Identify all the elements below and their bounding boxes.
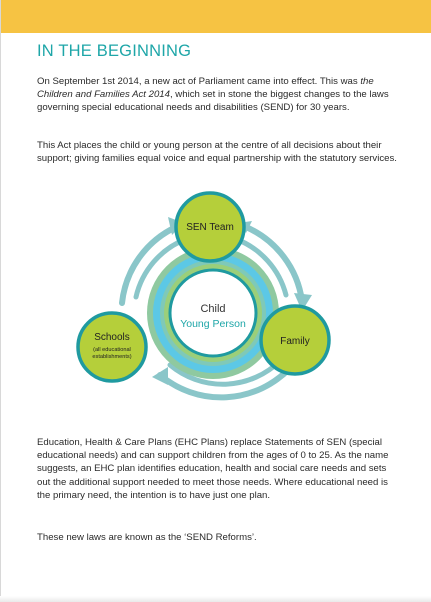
act-paragraph: This Act places the child or young person at the centre of all decisions about their support; giving families equal voice and equal partnership with the statutory services.	[37, 140, 397, 165]
node-sen-team-label: SEN Team	[186, 222, 234, 233]
top-color-band	[0, 0, 431, 33]
intro-text-end: , which set in stone the biggest changes to the laws governing special educational needs and disabilities (SEND) for 30 years.	[37, 89, 389, 114]
node-schools-sub2: establishments)	[92, 354, 132, 360]
act-name: the Children and Families Act 2014	[37, 76, 374, 101]
page-edge	[0, 0, 1, 602]
node-family-label: Family	[280, 336, 310, 347]
intro-paragraph	[37, 75, 399, 115]
center-label-child: Child	[200, 303, 226, 315]
intro-text-start: On September 1st 2014, a new act of Parliament came into effect. This was	[37, 76, 358, 87]
section-heading: IN THE BEGINNING	[37, 42, 192, 60]
cycle-diagram	[70, 185, 360, 425]
send-reforms-paragraph: These new laws are known as the ‘SEND Reforms’.	[37, 532, 257, 543]
node-schools-label: Schools	[94, 332, 130, 343]
ehc-paragraph: Education, Health & Care Plans (EHC Plans) replace Statements of SEN (special educational needs) and can support children from the ages of 0 to 25. As the name suggests, an EHC plan identifies education, health and social care needs and sets out the additional support needed to meet those needs. Where educational need is the primary need, the intention is to have just one plan.	[37, 437, 389, 501]
center-label-young-person: Young Person	[180, 318, 246, 330]
node-schools-sub1: (all educational	[93, 347, 131, 353]
page-bottom-edge	[0, 596, 431, 602]
arrow-head-bottom	[152, 367, 168, 385]
cycle-diagram-svg	[70, 185, 360, 425]
